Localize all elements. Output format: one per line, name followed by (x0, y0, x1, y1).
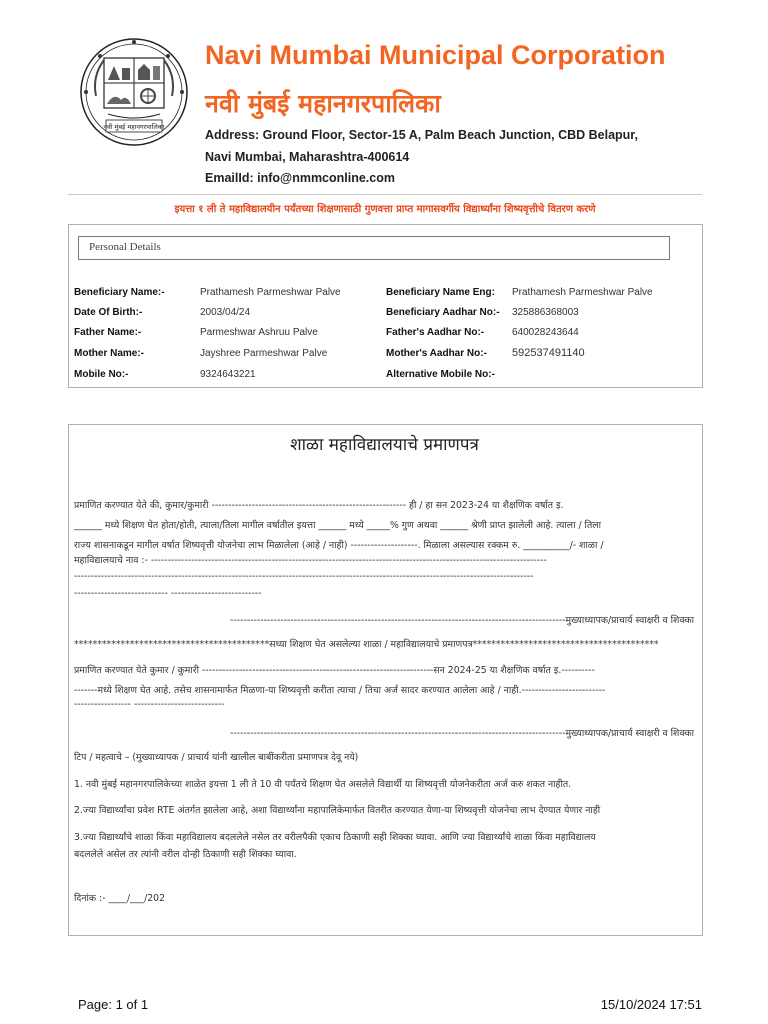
svg-text:नवी मुंबई महानगरपालिका: नवी मुंबई महानगरपालिका (103, 123, 165, 131)
cert-para1-line4: महाविद्यालयाचे नाव :- ---------------------------------------------------------------------------------------------------------------------- (74, 555, 547, 566)
note-3-line1: 3.ज्या विद्यार्थ्यांचे शाळा किंवा महाविद्यालय बदललेले नसेल तर वरीलपैकी एकाच ठिकाणी सही शिक्का घ्यावा. आणि ज्या विद्यार्थ्यांचे शाळा किंवा महाविद्यालय (74, 832, 596, 843)
mobile-label: Mobile No:- (74, 369, 129, 380)
print-timestamp: 15/10/2024 17:51 (600, 997, 702, 1012)
cert-para2-line3: ----------------- --------------------------- (74, 699, 225, 710)
cert-para1-line2: ______ मध्ये शिक्षण घेत होता/होती, त्याला/तिला मागील वर्षातील इयत्ता ______ मध्ये _____% गुण अथवा ______ श्रेणी प्राप्त झालेली आहे. त्याला / तिला (74, 520, 601, 531)
dob-value: 2003/04/24 (200, 307, 251, 318)
cert-para1-line5: ----------------------------------------------------------------------------------------------------------------------------------------- (74, 571, 534, 582)
father-name-label: Father Name:- (74, 327, 142, 338)
nmmc-logo (78, 36, 190, 148)
mother-name-label: Mother Name:- (74, 348, 145, 359)
note-1: 1. नवी मुंबई महानगरपालिकेच्या शाळेत इयत्ता 1 ली ते 10 वी पर्यंतचे शिक्षण घेत असलेले विद्यार्थी या शिष्यवृत्ती योजनेकरीता अर्ज करु शकत नाहीत. (74, 779, 572, 790)
cert-para1-line1: प्रमाणित करण्यात येते की, कुमार/कुमारी ---------------------------------------------------------- ही / हा सन 2023-24 या शैक्षणिक वर्षात इ. (74, 500, 564, 511)
date-line: दिनांक :- ____/___/202 (74, 893, 165, 904)
cert-para2-line1: प्रमाणित करण्यात येते कुमार / कुमारी ---------------------------------------------------------------------सन 2024-25 या शैक्षणिक वर्षात इ.---------- (74, 665, 595, 676)
dob-label: Date Of Birth:- (74, 307, 143, 318)
father-name-value: Parmeshwar Ashruu Palve (200, 327, 318, 338)
signature-line-1: ----------------------------------------------------------------------------------------------------मुख्याध्यापक/प्राचार्य स्वाक्षरी व शिक्का (230, 615, 694, 626)
cert-para1-line6: ---------------------------- --------------------------- (74, 588, 262, 599)
certificate-title: शाळा महाविद्यालयाचे प्रमाणपत्र (290, 435, 479, 455)
current-certificate-banner: ******************************************सध्या शिक्षण घेत असलेल्या शाळा / महाविद्यालयाचे प्रमाणपत्र**************************************** (74, 639, 659, 650)
address-line-2: Navi Mumbai, Maharashtra-400614 (205, 150, 410, 164)
mobile-value: 9324643221 (200, 369, 256, 380)
beneficiary-name-eng-value: Prathamesh Parmeshwar Palve (512, 287, 653, 298)
mother-aadhar-value: 592537491140 (512, 347, 585, 359)
aadhar-value: 325886368003 (512, 307, 579, 318)
personal-details-header: Personal Details (78, 236, 670, 260)
note-heading: टिप / महत्वाचे – (मुख्याध्यापक / प्राचार्य यांनी खालील बाबींकरीता प्रमाणपत्र देवू नये) (74, 752, 359, 763)
email: EmailId: info@nmmconline.com (205, 171, 395, 185)
beneficiary-name-eng-label: Beneficiary Name Eng: (386, 287, 495, 298)
aadhar-label: Beneficiary Aadhar No:- (386, 307, 500, 318)
cert-para1-line3: राज्य शासनाकडून मागील वर्षात शिष्यवृत्ती योजनेचा लाभ मिळालेला (आहे / नाही) --------------------. मिळाला असल्यास रक्कम रु. __________/- शाळा / (74, 540, 604, 551)
father-aadhar-value: 640028243644 (512, 327, 579, 338)
mother-name-value: Jayshree Parmeshwar Palve (200, 348, 328, 359)
org-name-marathi: नवी मुंबई महानगरपालिका (205, 89, 441, 118)
header-divider (68, 194, 702, 195)
father-aadhar-label: Father's Aadhar No:- (386, 327, 485, 338)
alt-mobile-label: Alternative Mobile No:- (386, 369, 495, 380)
org-name-english: Navi Mumbai Municipal Corporation (205, 40, 666, 70)
note-3-line2: बदललेले असेल तर त्यांनी वरील दोन्ही ठिकाणी सही शिक्का घ्यावा. (74, 849, 297, 860)
signature-line-2: ----------------------------------------------------------------------------------------------------मुख्याध्यापक/प्राचार्य स्वाक्षरी व शिक्का (230, 728, 694, 739)
beneficiary-name-value: Prathamesh Parmeshwar Palve (200, 287, 341, 298)
scheme-title: इयत्ता १ ली ते महाविद्यालयीन पर्यंतच्या शिक्षणासाठी गुणवत्ता प्राप्त मागासवर्गीय विद्यार्थ्यांना शिष्यवृत्तीचे वितरण करणे (174, 204, 596, 215)
page-number: Page: 1 of 1 (78, 997, 149, 1012)
note-2: 2.ज्या विद्यार्थ्यांचा प्रवेश RTE अंतर्गत झालेला आहे, अशा विद्यार्थ्यांना महापालिकेमार्फत वितरीत करण्यात येणा-या शिष्यवृत्ती योजनेचा लाभ देण्यात येणार नाही (74, 805, 601, 816)
beneficiary-name-label: Beneficiary Name:- (74, 287, 165, 298)
address-line-1: Address: Ground Floor, Sector-15 A, Palm Beach Junction, CBD Belapur, (205, 128, 638, 142)
cert-para2-line2: -------मध्ये शिक्षण घेत आहे. तसेच शासनामार्फत मिळणा-या शिष्यवृत्ती करीता त्याचा / तिचा अर्ज सादर करण्यात आलेला आहे / नाही.------------------------- (74, 685, 606, 696)
mother-aadhar-label: Mother's Aadhar No:- (386, 348, 487, 359)
